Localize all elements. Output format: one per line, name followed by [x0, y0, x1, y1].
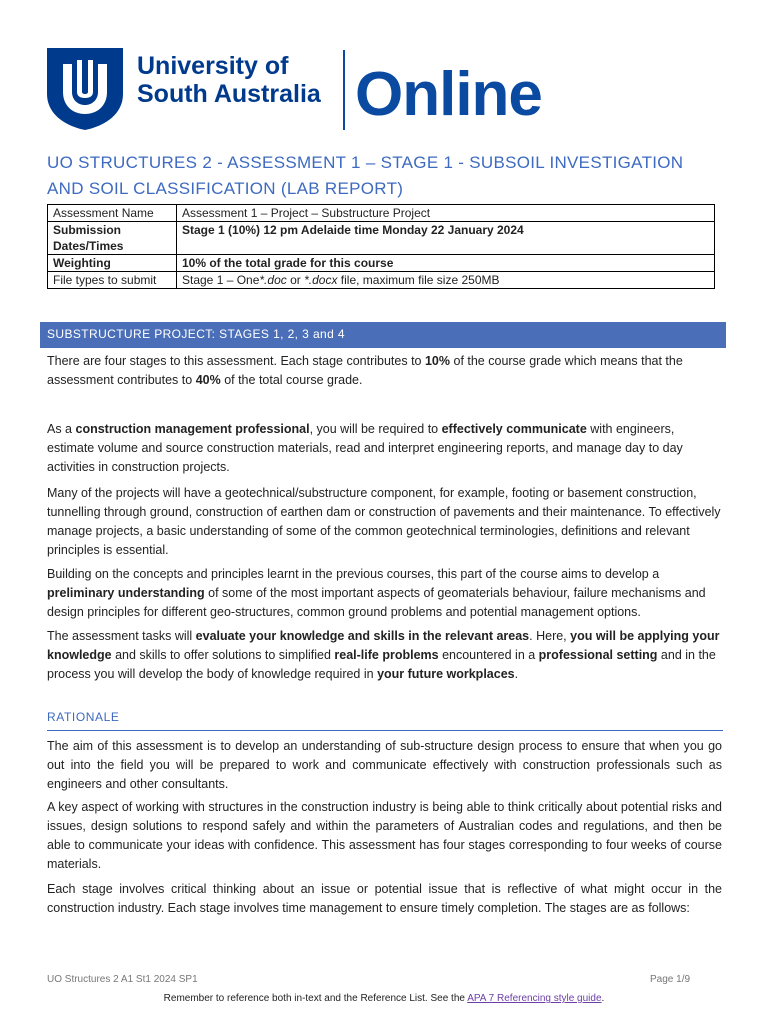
section-banner — [40, 322, 726, 348]
document-title-line1: UO STRUCTURES 2 - ASSESSMENT 1 – STAGE 1 - SUBSOIL INVESTIGATION — [47, 153, 684, 172]
text-run: encountered in a — [438, 648, 539, 662]
text-run: As a — [47, 422, 76, 436]
document-title-line2: AND SOIL CLASSIFICATION (LAB REPORT) — [47, 179, 404, 198]
text-run: file, maximum file size 250MB — [337, 273, 500, 287]
section-banner-label: SUBSTRUCTURE PROJECT: STAGES 1, 2, 3 and 4 — [47, 327, 345, 341]
shield-icon — [47, 48, 123, 130]
text-run: of the course grade which means that the assessment contributes to — [47, 354, 683, 387]
text-run: Remember to reference both in-text and the Reference List. See the — [163, 993, 468, 1004]
text-run: Stage 1 – One — [182, 273, 260, 287]
table-row — [48, 255, 715, 272]
text-run: There are four stages to this assessment. Each stage contributes to — [47, 354, 425, 368]
text-run: of some of the most important aspects of geomaterials behaviour, failure mechanisms and design principles for different geo-structures, common ground problems and potential management options. — [47, 586, 706, 619]
text-run: with engineers, estimate volume and source construction materials, read and interpret engineering reports, and manage day to day activities in construction projects. — [47, 422, 683, 474]
table-value: Stage 1 (10%) 12 pm Adelaide time Monday 22 January 2024 — [177, 222, 715, 255]
paragraph-aims — [47, 565, 722, 622]
text-run: of the total course grade. — [220, 373, 363, 387]
table-key: Submission Dates/Times — [48, 222, 177, 255]
table-row — [48, 205, 715, 222]
text-run: preliminary understanding — [47, 586, 205, 600]
table-key: Weighting — [48, 255, 177, 272]
footer-page-number: Page 1/9 — [650, 974, 691, 985]
rationale-paragraph: Each stage involves critical thinking about an issue or potential issue that is reflective of what might occur in the construction industry. Each stage involves time management to ensure timely completion. The stages are as follows: — [47, 882, 722, 915]
logo-divider — [343, 50, 345, 130]
text-run: , you will be required to — [309, 422, 442, 436]
university-name — [137, 52, 321, 108]
text-run: 10% — [424, 354, 451, 368]
text-run: evaluate your knowledge and skills in the relevant areas — [195, 629, 530, 643]
document-title — [47, 150, 727, 202]
footer-document-code: UO Structures 2 A1 St1 2024 SP1 — [47, 974, 198, 985]
online-wordmark: Online — [355, 60, 542, 129]
table-row — [48, 222, 715, 255]
text-run: Building on the concepts and principles learnt in the previous courses, this part of the course aims to develop a — [47, 567, 660, 581]
text-run: . — [514, 667, 519, 681]
text-run: real-life problems — [334, 648, 439, 662]
text-run: 40% — [195, 373, 221, 387]
text-run: . Here, — [529, 629, 571, 643]
assessment-info-table — [47, 204, 715, 289]
text-run: and skills to offer solutions to simplified — [111, 648, 335, 662]
table-value: Assessment 1 – Project – Substructure Project — [177, 205, 715, 222]
text-run: *.docx — [304, 273, 338, 287]
text-run: effectively communicate — [441, 422, 587, 436]
table-value — [177, 272, 715, 289]
rationale-paragraph: A key aspect of working with structures in the construction industry is being able to think critically about potential risks and issues, design solutions to respond safely and within the parameters of Australian codes and regulations, and then be able to communicate your ideas with confidence. This assessment has four stages corresponding to four weeks of course materials. — [47, 800, 722, 871]
text-run: professional setting — [538, 648, 658, 662]
apa-referencing-link[interactable]: APA 7 Referencing style guide — [467, 993, 602, 1004]
paragraph-role — [47, 420, 722, 477]
rationale-heading: RATIONALE — [47, 710, 723, 731]
text-run: construction management professional — [75, 422, 310, 436]
text-run: you will be applying your knowledge — [47, 629, 720, 662]
text-run: . — [601, 993, 605, 1004]
text-run: *.doc — [259, 273, 287, 287]
university-name-line2: South Australia — [137, 80, 321, 108]
table-key: File types to submit — [48, 272, 177, 289]
text-run: The assessment tasks will — [47, 629, 196, 643]
table-row — [48, 272, 715, 289]
table-value: 10% of the total grade for this course — [177, 255, 715, 272]
text-run: your future workplaces — [377, 667, 515, 681]
paragraph-projects: Many of the projects will have a geotechnical/substructure component, for example, footing or basement construction, tunnelling through ground, construction of earthen dam or construction of pavements and their maintenance. To effectively manage projects, a basic understanding of some of the common geotechnical terminologies, definitions and relevant principles is essential. — [47, 486, 721, 557]
rationale-paragraph: The aim of this assessment is to develop an understanding of sub-structure design process to ensure that when you go out into the field you will be prepared to work and communicate effectively with construction professionals such as engineers and other consultants. — [47, 739, 722, 791]
university-name-line1: University of — [137, 52, 289, 80]
text-run: and in the process you will develop the body of knowledge required in — [47, 648, 716, 681]
text-run: or — [286, 273, 305, 287]
university-logo — [47, 48, 607, 132]
table-key: Assessment Name — [48, 205, 177, 222]
footer-reference-note — [0, 993, 768, 1004]
paragraph-tasks — [47, 627, 722, 684]
paragraph-stages — [47, 352, 722, 390]
